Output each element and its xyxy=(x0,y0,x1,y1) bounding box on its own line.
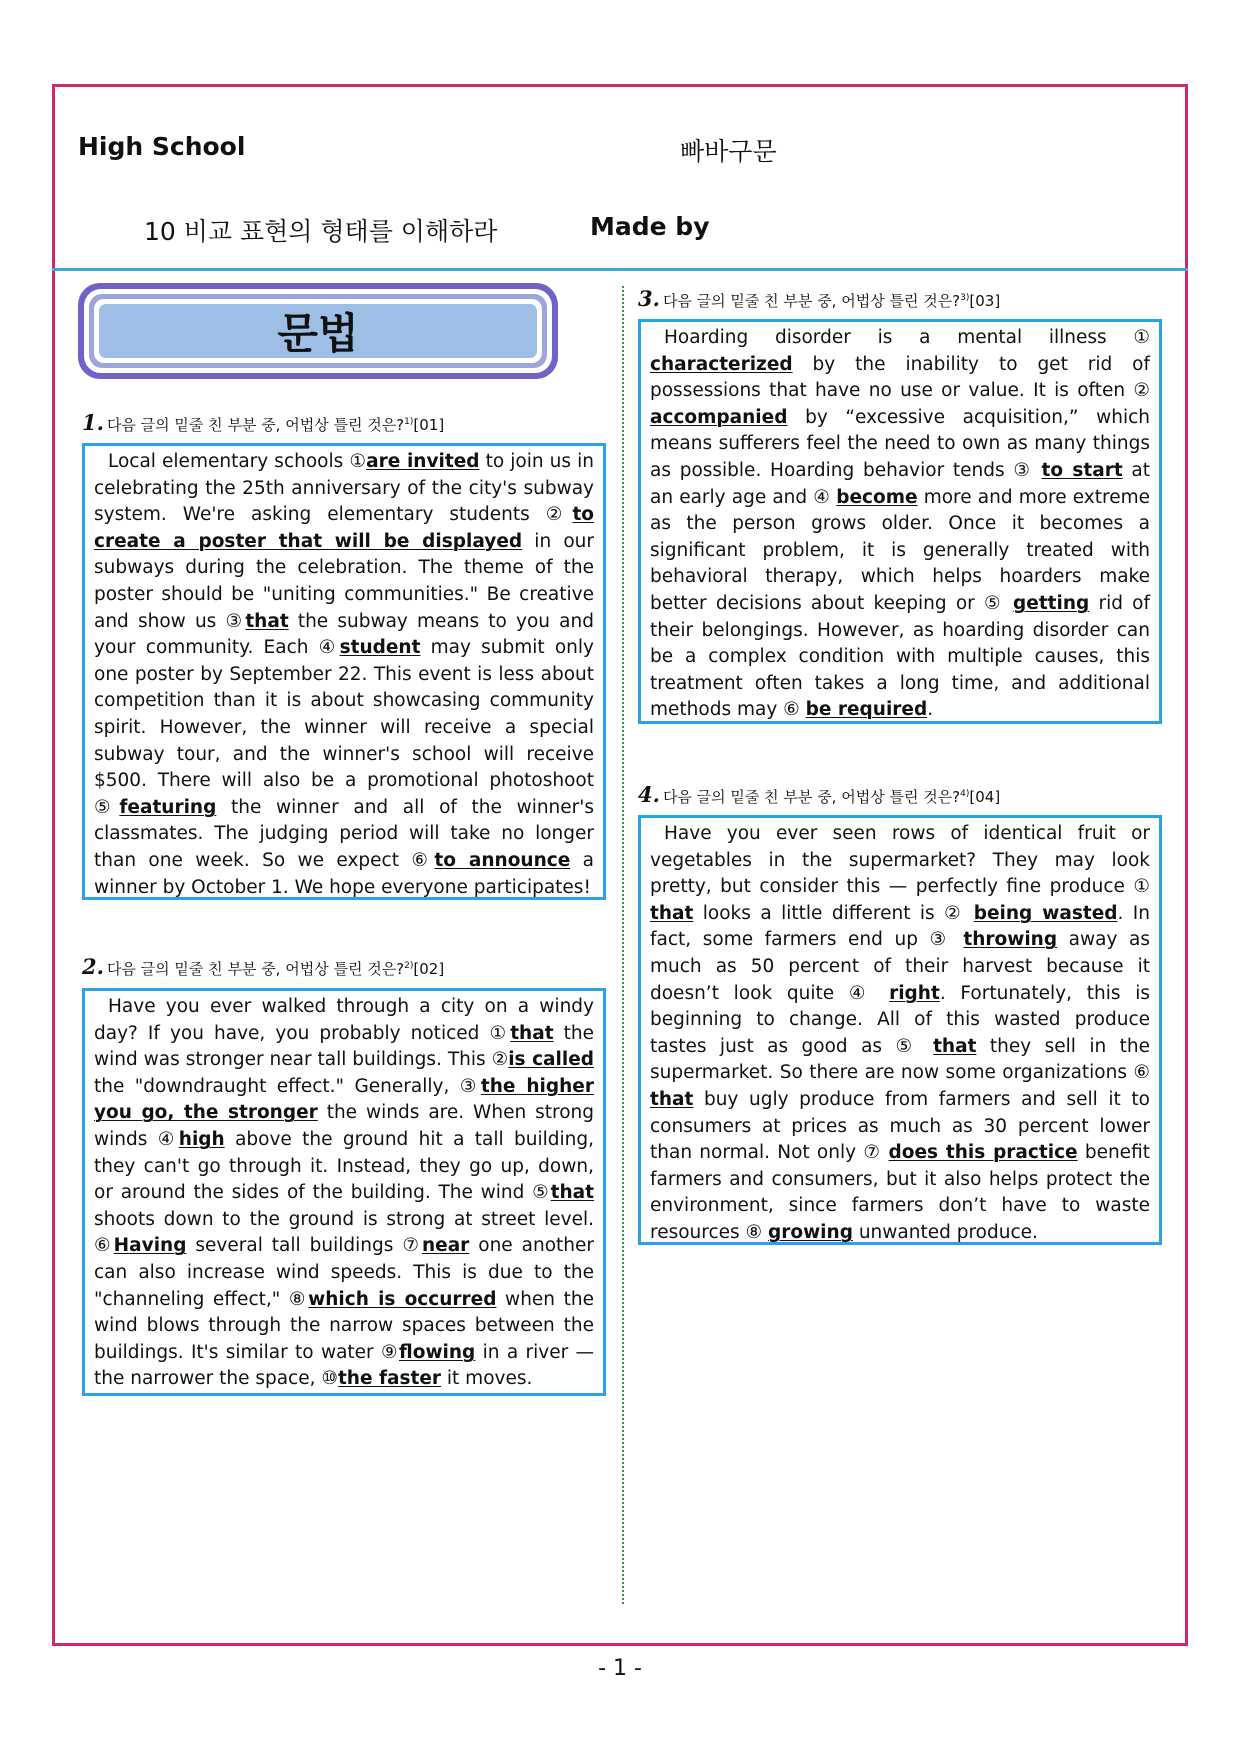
passage-text: buy ugly produce from farmers and sell it to consumers at prices as much as 30 percent lower than normal. Not only ⑦ xyxy=(650,1088,1150,1164)
passage-text: a winner by October 1. We hope everyone participates! xyxy=(94,849,595,898)
question-2-heading: 2. 다음 글의 밑줄 친 부분 중, 어법상 틀린 것은?$^{2)}$[02] xyxy=(82,954,445,979)
passage-text: by the inability to get rid of possessions that have no use or value. It is often ② xyxy=(650,353,1150,402)
passage-text: more and more extreme as the person grows older. Once it becomes a significant problem, it is generally treated with behavioral therapy, which helps hoarders make better decisions about keeping or ⑤ xyxy=(650,486,1150,614)
passage-text: the winner and all of the winner's classmates. The judging period will take no longer than one week. So we expect ⑥ xyxy=(94,796,594,871)
passage-text: in our subways during the celebration. The theme of the poster should be "uniting communities." Be creative and show us ③ xyxy=(94,530,595,632)
passage-text: away as much as 50 percent of their harvest because it doesn’t look quite ④ xyxy=(650,929,1150,1004)
section-title-banner xyxy=(78,283,558,379)
underlined-choice: throwing xyxy=(963,929,1058,951)
underlined-choice: that xyxy=(510,1022,554,1044)
underlined-choice: growing xyxy=(768,1221,853,1243)
underlined-choice: to start xyxy=(1041,459,1123,481)
underlined-choice: that xyxy=(650,902,694,924)
underlined-choice: that xyxy=(550,1182,594,1204)
passage-text: it moves. xyxy=(441,1368,533,1390)
question-2-passage xyxy=(82,988,606,1396)
underlined-choice: that xyxy=(245,610,289,632)
passage-text: rid of their belongings. However, as hoarding disorder can be a complex condition with multiple causes, this treatment often takes a long time, and additional methods may ⑥ xyxy=(650,592,1150,721)
column-divider xyxy=(622,286,624,1604)
passage-text: . In fact, some farmers end up ③ xyxy=(650,902,1150,951)
underlined-choice: Having xyxy=(113,1235,187,1257)
school-label: High School xyxy=(78,132,246,161)
section-title: 문법 xyxy=(99,304,537,358)
underlined-choice: does this practice xyxy=(888,1142,1078,1164)
chapter-title: 10 비교 표현의 형태를 이해하라 xyxy=(144,217,498,246)
underlined-choice: getting xyxy=(1013,592,1090,614)
passage-text: . xyxy=(927,699,934,721)
underlined-choice: near xyxy=(421,1235,470,1257)
passage-text: several tall buildings ⑦ xyxy=(186,1235,422,1257)
underlined-choice: student xyxy=(339,637,421,659)
passage-text: the wind was stronger near tall buildings. This ② xyxy=(94,1022,594,1071)
underlined-choice: be required xyxy=(805,699,928,721)
question-3-heading: 3. 다음 글의 밑줄 친 부분 중, 어법상 틀린 것은?$^{3)}$[03] xyxy=(638,286,1001,311)
passage-text: one another can also increase wind speeds. This is due to the "channeling effect," ⑧ xyxy=(94,1235,594,1310)
question-4-heading: 4. 다음 글의 밑줄 친 부분 중, 어법상 틀린 것은?$^{4)}$[04] xyxy=(638,782,1001,807)
passage-text: when the wind blows through the narrow spaces between the buildings. It's similar to water ⑨ xyxy=(94,1288,594,1363)
underlined-choice: the faster xyxy=(337,1368,442,1390)
underlined-choice: being wasted xyxy=(973,902,1118,924)
passage-text: . Fortunately, this is beginning to change. All of this wasted produce tastes just as good as ⑤ xyxy=(650,982,1150,1057)
underlined-choice: to announce xyxy=(434,849,571,871)
passage-text: benefit farmers and consumers, but it also helps protect the environment, since farmers don’t have to waste resources ⑧ xyxy=(650,1142,1150,1243)
underlined-choice: become xyxy=(836,486,918,508)
passage-text: at an early age and ④ xyxy=(650,459,1150,508)
passage-text: looks a little different is ② xyxy=(693,902,974,924)
question-4-passage xyxy=(638,815,1162,1245)
underlined-choice: high xyxy=(178,1128,225,1150)
passage-text: the "downdraught effect." Generally, ③ xyxy=(94,1075,481,1097)
passage-text: in a river — the narrower the space, ⑩ xyxy=(94,1341,595,1390)
question-3-passage xyxy=(638,319,1162,724)
passage-text: by “excessive acquisition,” which means sufferers feel the need to own as many things as possible. Hoarding behavior tends ③ xyxy=(650,406,1150,481)
passage-text: shoots down to the ground is strong at street level. ⑥ xyxy=(94,1208,594,1257)
passage-text: unwanted produce. xyxy=(852,1221,1038,1243)
passage-text: they sell in the supermarket. So there are now some organizations ⑥ xyxy=(650,1035,1151,1084)
passage-text: above the ground hit a tall building, they can't go through it. Instead, they go up, down, or around the sides of the building. The wind ⑤ xyxy=(94,1128,595,1204)
question-1-heading: 1. 다음 글의 밑줄 친 부분 중, 어법상 틀린 것은?$^{1)}$[01] xyxy=(82,410,445,435)
header-rule xyxy=(52,268,1188,271)
underlined-choice: characterized xyxy=(650,353,793,375)
passage-text: Hoarding disorder is a mental illness ① xyxy=(664,327,1150,348)
passage-text: the subway means to you and your community. Each ④ xyxy=(94,610,594,659)
underlined-choice: the higher you go, the stronger xyxy=(94,1075,594,1124)
passage-text: may submit only one poster by September 22. This event is less about competition than it is about showcasing community spirit. However, the winner will receive a special subway tour, and the winner's school will receive $500. There will also be a promotional photoshoot ⑤ xyxy=(94,637,594,818)
underlined-choice: flowing xyxy=(399,1341,476,1363)
underlined-choice: that xyxy=(933,1035,977,1057)
underlined-choice: that xyxy=(650,1088,694,1110)
underlined-choice: are invited xyxy=(366,451,480,472)
page-number: - 1 - xyxy=(598,1656,642,1681)
underlined-choice: which is occurred xyxy=(308,1288,497,1310)
passage-text: Have you ever walked through a city on a windy day? If you have, you probably noticed ① xyxy=(94,996,594,1044)
underlined-choice: featuring xyxy=(119,796,217,818)
passage-text: Have you ever seen rows of identical fruit or vegetables in the supermarket? They may look pretty, but consider this — perfectly fine produce ① xyxy=(650,823,1150,898)
underlined-choice: right xyxy=(889,982,940,1004)
underlined-choice: is called xyxy=(508,1049,594,1071)
passage-text: Local elementary schools ① xyxy=(108,451,367,472)
passage-text: to join us in celebrating the 25th anniversary of the city's subway system. We're asking elementary students ② xyxy=(94,451,594,526)
question-1-passage xyxy=(82,443,606,900)
made-by-label: Made by xyxy=(590,212,710,241)
series-label: 빠바구문 xyxy=(680,137,777,166)
passage-text: the winds are. When strong winds ④ xyxy=(94,1102,595,1150)
underlined-choice: accompanied xyxy=(650,406,788,428)
underlined-choice: to create a poster that will be displayed xyxy=(94,504,594,552)
